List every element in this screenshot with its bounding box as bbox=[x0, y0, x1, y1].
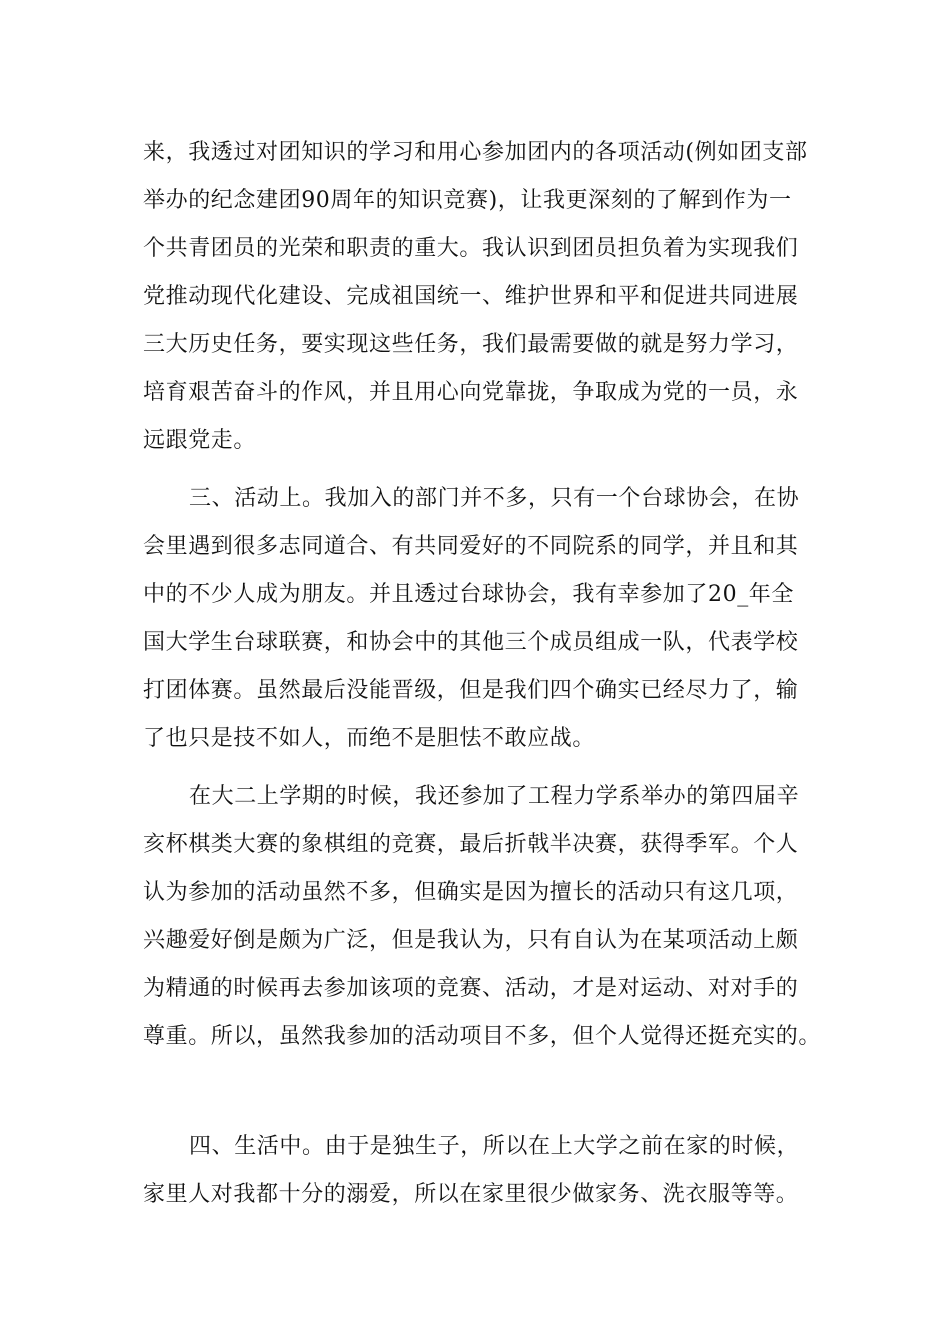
paragraph-1-line-2: 举办的纪念建团90周年的知识竞赛)，让我更深刻的了解到作为一 bbox=[143, 188, 792, 213]
paragraph-2-line-4: 国大学生台球联赛，和协会中的其他三个成员组成一队，代表学校 bbox=[143, 630, 799, 655]
paragraph-3-line-5: 为精通的时候再去参加该项的竞赛、活动，才是对运动、对对手的 bbox=[143, 976, 799, 1001]
paragraph-3-line-3: 认为参加的活动虽然不多，但确实是因为擅长的活动只有这几项， bbox=[143, 880, 799, 905]
paragraph-1-line-3: 个共青团员的光荣和职责的重大。我认识到团员担负着为实现我们 bbox=[143, 236, 799, 261]
paragraph-2-line-3: 中的不少人成为朋友。并且透过台球协会，我有幸参加了20_年全 bbox=[143, 582, 794, 607]
paragraph-2-line-2: 会里遇到很多志同道合、有共同爱好的不同院系的同学，并且和其 bbox=[143, 534, 799, 559]
paragraph-2-line-6: 了也只是技不如人，而绝不是胆怯不敢应战。 bbox=[143, 726, 596, 751]
paragraph-1-line-6: 培育艰苦奋斗的作风，并且用心向党靠拢，争取成为党的一员，永 bbox=[143, 380, 799, 405]
paragraph-3-line-6: 尊重。所以，虽然我参加的活动项目不多，但个人觉得还挺充实的。 bbox=[143, 1024, 822, 1049]
paragraph-3-line-4: 兴趣爱好倒是颇为广泛，但是我认为，只有自认为在某项活动上颇 bbox=[143, 928, 799, 953]
paragraph-2-line-1: 三、活动上。我加入的部门并不多，只有一个台球协会，在协 bbox=[189, 486, 800, 511]
paragraph-1-line-4: 党推动现代化建设、完成祖国统一、维护世界和平和促进共同进展 bbox=[143, 284, 799, 309]
paragraph-4-line-2: 家里人对我都十分的溺爱，所以在家里很少做家务、洗衣服等等。 bbox=[143, 1182, 799, 1207]
paragraph-1-line-5: 三大历史任务，要实现这些任务，我们最需要做的就是努力学习， bbox=[143, 332, 799, 357]
paragraph-2-line-5: 打团体赛。虽然最后没能晋级，但是我们四个确实已经尽力了，输 bbox=[143, 678, 799, 703]
paragraph-3-line-1: 在大二上学期的时候，我还参加了工程力学系举办的第四届辛 bbox=[189, 784, 800, 809]
paragraph-1-line-7: 远跟党走。 bbox=[143, 428, 257, 453]
paragraph-1-line-1: 来，我透过对团知识的学习和用心参加团内的各项活动(例如团支部 bbox=[143, 140, 808, 165]
paragraph-3-line-2: 亥杯棋类大赛的象棋组的竞赛，最后折戟半决赛，获得季军。个人 bbox=[143, 832, 799, 857]
paragraph-4-line-1: 四、生活中。由于是独生子，所以在上大学之前在家的时候， bbox=[189, 1134, 800, 1159]
